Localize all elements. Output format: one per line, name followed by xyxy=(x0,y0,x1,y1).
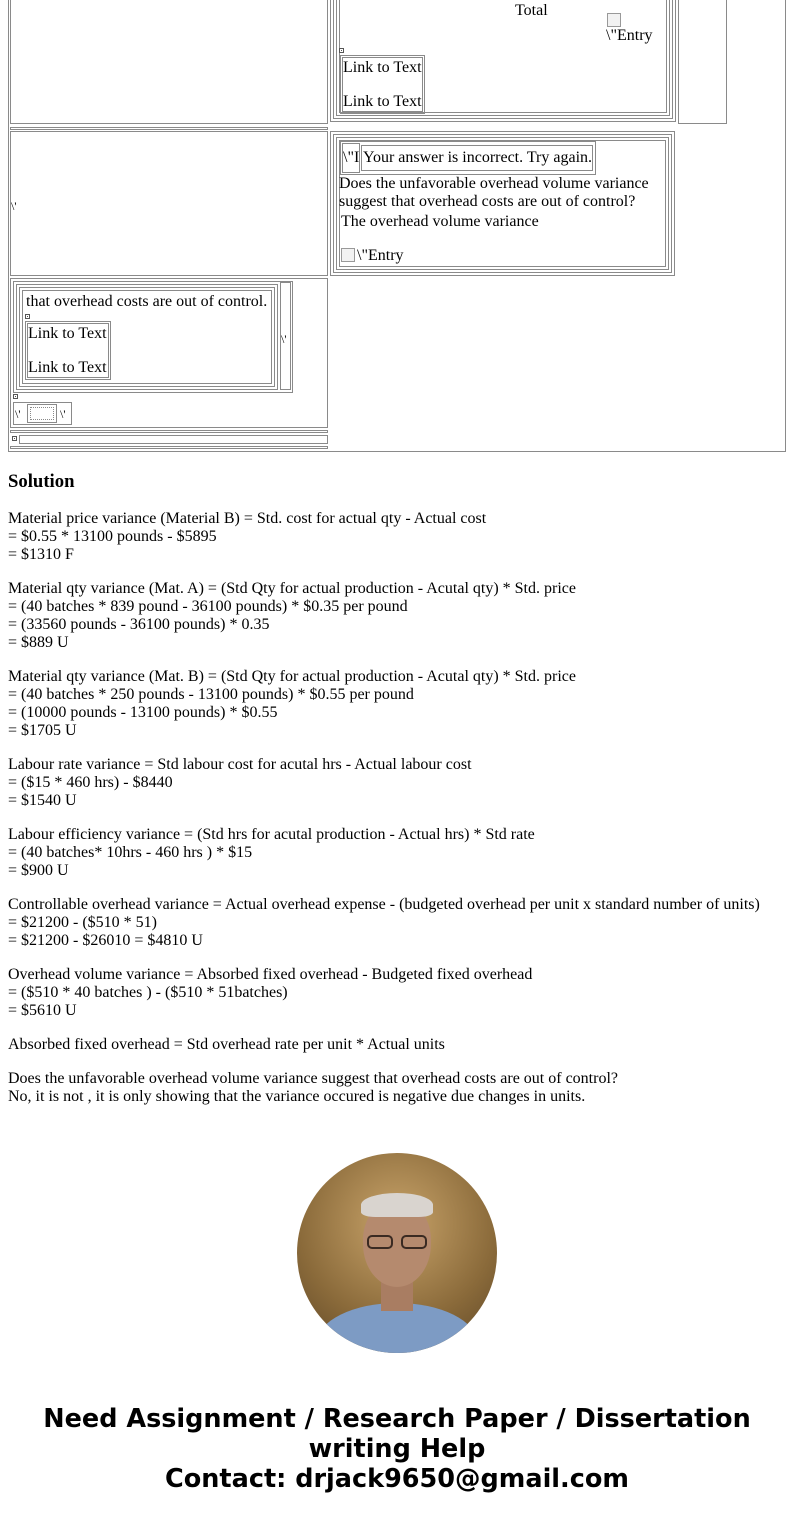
solution-block-overhead-volume xyxy=(8,966,788,1020)
footer-line-2: writing Help xyxy=(308,1434,486,1464)
solution-body xyxy=(8,510,788,1122)
backslash-mark-1: \' xyxy=(11,199,17,213)
solution-line: Material price variance (Material B) = Std. cost for actual qty - Actual cost xyxy=(8,510,487,527)
question-text: Does the unfavorable overhead volume variance suggest that overhead costs are out of control? xyxy=(339,175,649,210)
backslash-mark-2: \' xyxy=(281,332,287,346)
solution-line: = $0.55 * 13100 pounds - $5895 xyxy=(8,528,217,545)
link-to-text-2[interactable]: Link to Text xyxy=(343,93,422,110)
solution-block-material-qty-a xyxy=(8,580,788,652)
checkbox-icon[interactable] xyxy=(25,314,30,319)
avatar-hair xyxy=(361,1193,433,1217)
broken-image-icon xyxy=(607,13,621,27)
solution-line: = ($15 * 460 hrs) - $8440 xyxy=(8,774,173,791)
solution-line: Absorbed fixed overhead = Std overhead rate per unit * Actual units xyxy=(8,1036,445,1053)
solution-line: Labour efficiency variance = (Std hrs for acutal production - Actual hrs) * Std rate xyxy=(8,826,535,843)
solution-line: No, it is not , it is only showing that the variance occured is negative due changes in units. xyxy=(8,1088,586,1105)
feedback-message: Your answer is incorrect. Try again. xyxy=(363,149,593,166)
solution-line: = $1540 U xyxy=(8,792,77,809)
broken-image-icon xyxy=(341,248,355,262)
link-to-text-1[interactable]: Link to Text xyxy=(343,59,422,76)
solution-block-conclusion xyxy=(8,1070,788,1106)
solution-line: Material qty variance (Mat. A) = (Std Qty for actual production - Acutal qty) * Std. price xyxy=(8,580,576,597)
solution-line: = $5610 U xyxy=(8,1002,77,1019)
glasses-icon xyxy=(365,1235,429,1251)
backslash-mark-3: \' xyxy=(15,407,21,421)
bottom-bar-1 xyxy=(10,430,328,433)
link-to-text-4[interactable]: Link to Text xyxy=(28,359,107,376)
total-label: Total xyxy=(515,2,548,19)
solution-line: = $21200 - $26010 = $4810 U xyxy=(8,932,203,949)
solution-line: = (10000 pounds - 13100 pounds) * $0.55 xyxy=(8,704,278,721)
solution-line: = $1705 U xyxy=(8,722,77,739)
solution-line: Material qty variance (Mat. B) = (Std Qty for actual production - Acutal qty) * Std. price xyxy=(8,668,576,685)
solution-line: Does the unfavorable overhead volume variance suggest that overhead costs are out of control? xyxy=(8,1070,618,1087)
feedback-prefix: \"I xyxy=(343,149,360,166)
solution-block-labour-efficiency xyxy=(8,826,788,880)
solution-heading: Solution xyxy=(8,471,75,492)
author-avatar xyxy=(297,1153,497,1353)
solution-line: Labour rate variance = Std labour cost for acutal hrs - Actual labour cost xyxy=(8,756,472,773)
solution-block-material-price-b xyxy=(8,510,788,564)
solution-line: = ($510 * 40 batches ) - ($510 * 51batches) xyxy=(8,984,288,1001)
left-cell-middle xyxy=(10,131,328,276)
bottom-bar-3 xyxy=(10,446,328,449)
answer-tail-text: that overhead costs are out of control. xyxy=(26,293,268,310)
entry-alt-text-2: \"Entry xyxy=(357,247,404,264)
solution-line: = (40 batches * 839 pound - 36100 pounds) * $0.35 per pound xyxy=(8,598,408,615)
solution-block-material-qty-b xyxy=(8,668,788,740)
solution-line: = $889 U xyxy=(8,634,69,651)
solution-line: = (33560 pounds - 36100 pounds) * 0.35 xyxy=(8,616,270,633)
solution-line: = $1310 F xyxy=(8,546,74,563)
footer-line-1: Need Assignment / Research Paper / Dissertation xyxy=(43,1404,751,1434)
broken-image-entry-2 xyxy=(341,247,357,265)
backslash-mark-4: \' xyxy=(60,407,66,421)
control-widget-inner xyxy=(30,407,54,420)
side-cell xyxy=(678,0,727,124)
checkbox-icon[interactable] xyxy=(13,394,18,399)
entry-alt-text-1: \"Entry xyxy=(606,27,653,44)
solution-line: Controllable overhead variance = Actual overhead expense - (budgeted overhead per unit x standard number of units) xyxy=(8,896,760,913)
solution-block-controllable-overhead xyxy=(8,896,788,950)
link-to-text-3[interactable]: Link to Text xyxy=(28,325,107,342)
divider-bar-1 xyxy=(10,127,328,130)
checkbox-icon[interactable] xyxy=(12,436,17,441)
checkbox-icon[interactable] xyxy=(339,48,344,53)
solution-line: = $900 U xyxy=(8,862,69,879)
answer-lead-text: The overhead volume variance xyxy=(341,213,539,230)
bottom-bar-2 xyxy=(19,435,328,444)
left-cell-top xyxy=(10,0,328,124)
solution-line: = (40 batches * 250 pounds - 13100 pounds) * $0.55 per pound xyxy=(8,686,414,703)
solution-block-absorbed-overhead xyxy=(8,1036,788,1054)
solution-line: = (40 batches* 10hrs - 460 hrs ) * $15 xyxy=(8,844,253,861)
footer-contact[interactable]: Contact: drjack9650@gmail.com xyxy=(165,1464,629,1494)
solution-line: Overhead volume variance = Absorbed fixed overhead - Budgeted fixed overhead xyxy=(8,966,533,983)
solution-block-labour-rate xyxy=(8,756,788,810)
solution-line: = $21200 - ($510 * 51) xyxy=(8,914,158,931)
